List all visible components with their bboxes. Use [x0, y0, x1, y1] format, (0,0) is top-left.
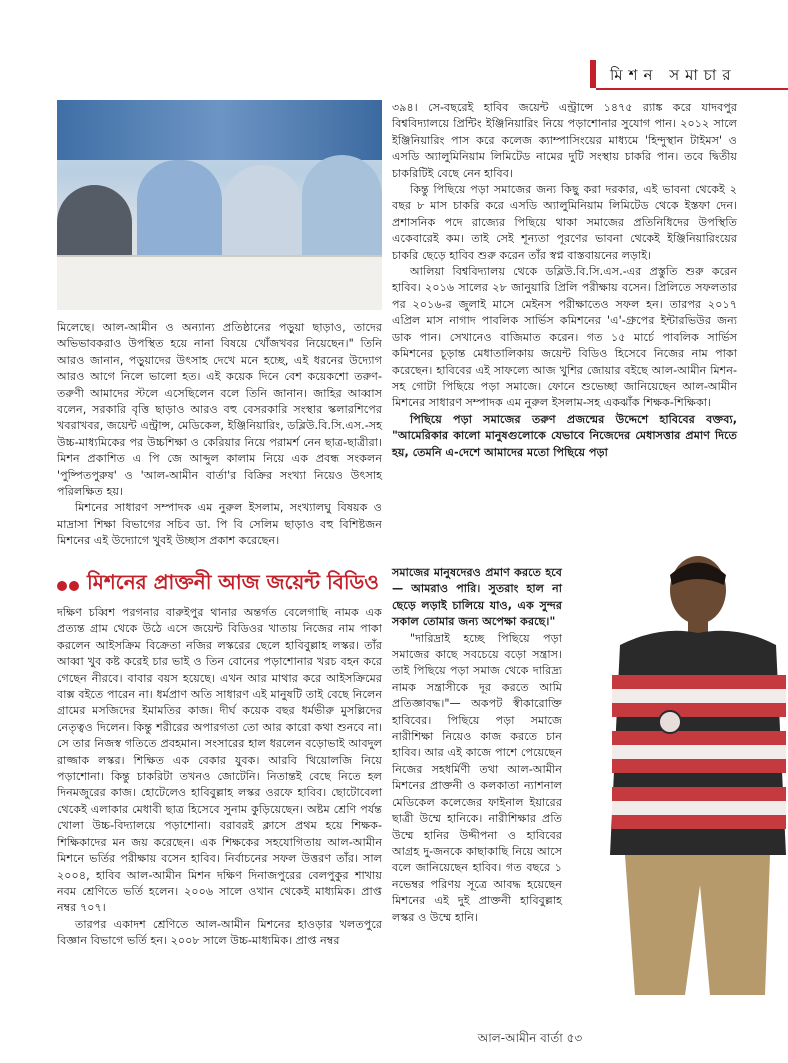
paragraph: আলিয়া বিশ্ববিদ্যালয় থেকে ডব্লিউ.বি.সি.এস.-এর প্রস্তুতি শুরু করেন হাবিব। ২০১৬ সালের ২৮ জানুয়ারি প্রিলি পরীক্ষায় বসেন। প্রিলিতে সফলতার পর ২০১৬-র জুলাই মাসে মেইনস পরীক্ষাতেও সফল হন। তারপর ২০১৭ এপ্রিল মাস নাগাদ পাবলিক সার্ভিস কমিশনের 'এ'-গ্রুপের ইন্টারভিউর জন্য ডাক পান। সেখানেও বাজিমাত করেন। গত ১৫ মার্চে পাবলিক সার্ভিস কমিশনের চূড়ান্ত মেধাতালিকায় জয়েন্ট বিডিও হিসেবে নিজের নাম পাকা করেছেন। হাবিবের এই সাফল্যে আজ খুশির জোয়ার বইছে আল-আমীন মিশন-সহ গোটা পিছিয়ে পড়া সমাজে। ফোনে শুভেচ্ছা জানিয়েছেন আল-আমীন মিশনের সাধারণ সম্পাদক এম নুরুল ইসলাম-সহ একঝাঁক শিক্ষক-শিক্ষিকা। [392, 265, 737, 410]
header-bar [590, 60, 788, 88]
paragraph: দক্ষিণ চব্বিশ পরগনার বারুইপুর থানার অন্তর্গত বেলেগাছি নামক এক প্রত্যন্ত গ্রাম থেকে উঠে এসে জয়েন্ট বিডিওর খাতায় নিজের নাম পাকা করলেন আইসক্রিম বিক্রেতা নজির লস্করের ছেলে হাবিবুল্লাহ লস্কর। তাঁর আব্বা খুব কষ্ট করেই চার ভাই ও তিন বোনের পড়াশোনার খরচ বহন করে গেছেন নীরবে। বাবার বয়স হয়েছে। এখন আর মাথার করে আইসক্রিমের বাক্স বইতে পারেন না। ধর্মপ্রাণ অতি সাধারণ এই মানুষটি তাই বেছে নিলেন গ্রামের মসজিদের ইমামতির কাজ। দীর্ঘ কয়েক বছর ধর্মভীরু মুসল্লিদের নেতৃত্বও দিলেন। কিন্তু শরীরের অপারগতা তো আর কারো কথা শুনবে না। সে তার নিজস্ব গতিতে প্রবহমান। সংসারের হাল ধরলেন বড়োভাই আবদুল রাজ্জাক লস্কর। শিক্ষিত এক বেকার যুবক। আরবি থিয়োলজি নিয়ে পড়াশোনা। কিন্তু চাকরিটা তখনও জোটেনি। নিতান্তই বেছে নিতে হল দিনমজুরের কাজ। হোটেলেও হাবিবুল্লাহ লস্কর ওরফে হাবিব। ছোটোবেলা থেকেই এলাকার মেধাবী ছাত্র হিসেবে সুনাম কুড়িয়েছেন। অষ্টম শ্রেণি পর্যন্ত খোলা উচ্চ-বিদ্যালয়ে পড়াশোনা। বরাবরই ক্লাসে প্রথম হয়ে শিক্ষক-শিক্ষিকাদের মন জয় করেছেন। এক শিক্ষকের সহযোগিতায় আল-আমীন মিশনে ভর্তির পরীক্ষায় বসেন হাবিব। নির্বাচনের সফল উত্তরণ তাঁর। সাল ২০০৪, হাবিব আল-আমীন মিশন দক্ষিণ দিনাজপুরের বেলপুকুর শাখায় নবম শ্রেণিতে ভর্তি হলেন। ২০০৬ সালে ওখান থেকেই মাধ্যমিক। প্রাপ্ত নম্বর ৭০৭। [57, 606, 382, 915]
right-column-article [392, 100, 737, 461]
left-top-article [57, 320, 382, 550]
paragraph: সমাজের মানুষদেরও প্রমাণ করতে হবে— আমরাও পারি। সুতরাং হাল না ছেড়ে লড়াই চালিয়ে যাও, এক সুন্দর সকাল তোমার জন্য অপেক্ষা করছে।" [392, 566, 562, 629]
paragraph: ৩৯৪। সে-বছরেই হাবিব জয়েন্ট এন্ট্রান্সে ১৪৭৫ র‍্যাঙ্ক করে যাদবপুর বিশ্ববিদ্যালয়ে প্রিন্টিং ইঞ্জিনিয়ারিং নিয়ে পড়াশোনার সুযোগ পান। ২০১২ সালে ইঞ্জিনিয়ারিং পাস করে কলেজ ক্যাম্পাসিংয়ের মাধ্যমে 'হিন্দুস্থান টাইমস' ও এসডি অ্যালুমিনিয়াম লিমিটেড নামের দুটি সংস্থায় চাকরি পান। তবে দ্বিতীয় চাকরিটিই বেছে নেন হাবিব। [392, 101, 737, 180]
paragraph: কিন্তু পিছিয়ে পড়া সমাজের জন্য কিছু করা দরকার, এই ভাবনা থেকেই ২ বছর ৮ মাস চাকরি করে এসডি অ্যালুমিনিয়াম লিমিটেড থেকে ইস্তফা দেন। প্রশাসনিক পদে রাজ্যের পিছিয়ে থাকা সমাজের প্রতিনিধিদের উপস্থিতি একেবারেই কম। তাই সেই শূন্যতা পূরণের ভাবনা থেকেই ইঞ্জিনিয়ারিংয়ের চাকরি ছেড়ে হাবিব শুরু করেন তাঁর স্বপ্ন বাস্তবায়নের লড়াই। [392, 183, 737, 262]
paragraph: পিছিয়ে পড়া সমাজের তরুণ প্রজন্মের উদ্দেশে হাবিবের বক্তব্য, "আমেরিকার কালো মানুষগুলোকে যেভাবে নিজেদের মেধাসত্তার প্রমাণ দিতে হয়, তেমনি এ-দেশে আমাদের মতো পিছিয়ে পড়া [392, 412, 737, 459]
paragraph: "দারিদ্রাই হচ্ছে পিছিয়ে পড়া সমাজের কাছে সবচেয়ে বড়ো সন্ত্রাস। তাই পিছিয়ে পড়া সমাজ থেকে দারিদ্র্য নামক সন্ত্রাসীকে দূর করতে আমি প্রতিজ্ঞাবদ্ধ।"— অকপট স্বীকারোক্তি হাবিবের। পিছিয়ে পড়া সমাজে নারীশিক্ষা নিয়েও কাজ করতে চান হাবিব। আর এই কাজে পাশে পেয়েছেন নিজের সহধর্মিণী তথা আল-আমীন মিশনের প্রাক্তনী ও কলকাতা ন্যাশনাল মেডিকেল কলেজের ফাইনাল ইয়ারের ছাত্রী উম্মে হানিকে। নারীশিক্ষার প্রতি উম্মে হানির উদ্দীপনা ও হাবিবের আগ্রহ দু-জনকে কাছাকাছি নিয়ে আসে বলে জানিয়েছেন হাবিব। গত বছরে ১ নভেম্বর পরিণয় সূত্রে আবদ্ধ হয়েছেন মিশনের এই দুই প্রাক্তনী হাবিবুল্লাহ লস্কর ও উম্মে হানি। [392, 631, 562, 924]
header-rule [596, 88, 788, 90]
section-heading-text: মিশনের প্রাক্তনী আজ জয়েন্ট বিডিও [87, 570, 379, 594]
paragraph: মিলেছে। আল-আমীন ও অন্যান্য প্রতিষ্ঠানের পড়ুয়া ছাড়াও, তাদের অভিভাবকরাও উপস্থিত হয়ে নানা বিষয়ে খোঁজখবর নিয়েছেন।" তিনি আরও জানান, পড়ুয়াদের উৎসাহ দেখে মনে হচ্ছে, এই ধরনের উদ্যোগ আরও আগে নিলে ভালো হত। এই কয়েক দিনে বেশ কয়েকশো তরুণ-তরুণী আমাদের স্টলে এসেছিলেন বলে তিনি জানান। জাহির আব্বাস বলেন, সরকারি বৃত্তি ছাড়াও আরও বহু বেসরকারি সংস্থার স্কলারশিপের খবরাখবর, জয়েন্ট এন্ট্রান্স, মেডিকেল, ইঞ্জিনিয়ারিং, ডব্লিউ.বি.সি.এস.-সহ উচ্চ-মাধ্যমিকের পর উচ্চশিক্ষা ও কেরিয়ার নিয়ে পরামর্শ নেন ছাত্র-ছাত্রীরা। মিশন প্রকাশিত এ পি জে আব্দুল কালাম নিয়ে এক প্রবন্ধ সংকলন 'পুষ্পিতপুরুষ' ও 'আল-আমীন বার্তা'র বিক্রির সংখ্যা নিয়েও উৎসাহ পরিলক্ষিত হয়। [57, 321, 382, 499]
section-header-title: মিশন সমাচার [610, 66, 737, 84]
page-footer: আল-আমীন বার্তা ৫৩ [477, 1031, 583, 1045]
portrait-photo [560, 555, 788, 995]
paragraph: মিশনের সাধারণ সম্পাদক এম নুরুল ইসলাম, সংখ্যালঘু বিষয়ক ও মাদ্রাসা শিক্ষা বিভাগের সচিব ডা. পি বি সেলিম ছাড়াও বহু বিশিষ্টজন মিশনের এই উদ্যোগে খুবই উচ্ছাস প্রকাশ করেছেন। [57, 501, 382, 548]
event-stall-photo [57, 100, 382, 310]
photo-table [57, 255, 382, 310]
photo-banner [57, 100, 382, 160]
left-bottom-article [57, 605, 382, 950]
right-narrow-article [392, 565, 562, 926]
bullet-dots-icon [57, 576, 81, 595]
paragraph: তারপর একাদশ শ্রেণিতে আল-আমীন মিশনের হাওড়ার খলতপুরে বিজ্ঞান বিভাগে ভর্তি হন। ২০০৮ সালে উচ্চ-মাধ্যমিক। প্রাপ্ত নম্বর [57, 917, 382, 948]
section-heading [57, 568, 382, 600]
